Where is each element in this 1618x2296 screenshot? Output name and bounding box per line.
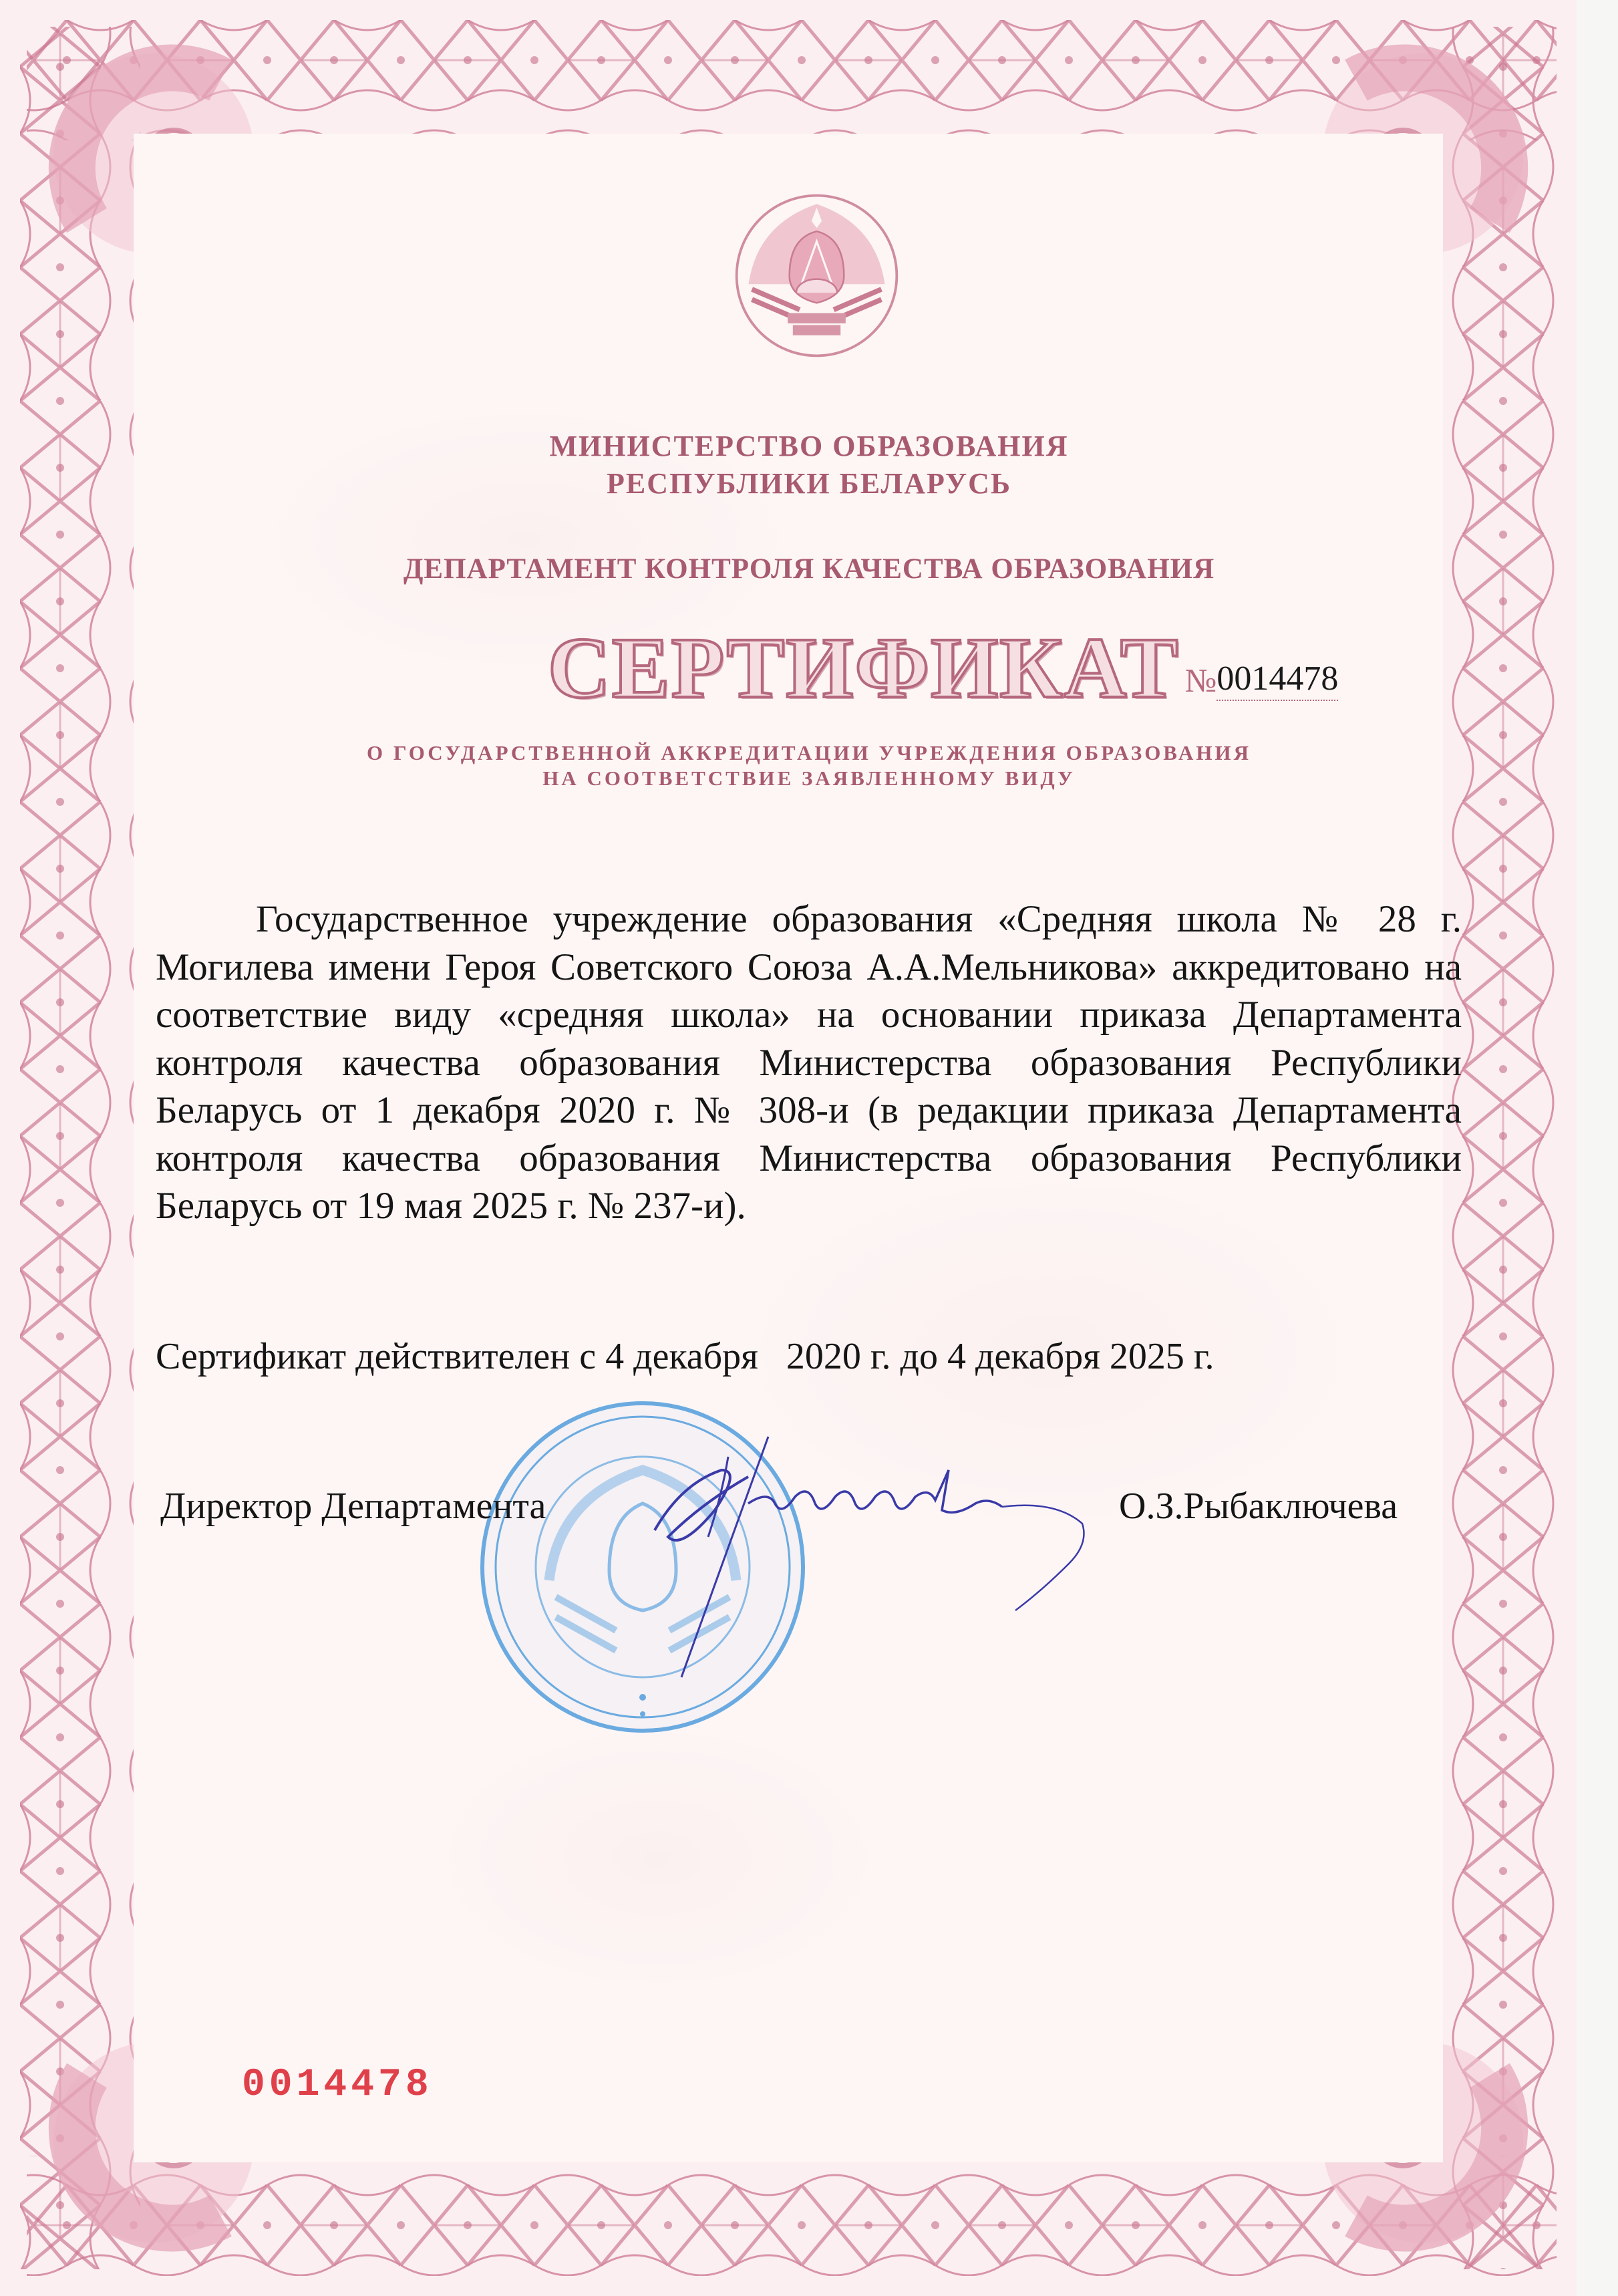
- certificate-title-row: [548, 618, 1339, 716]
- ministry-line-1: МИНИСТЕРСТВО ОБРАЗОВАНИЯ: [549, 430, 1069, 462]
- accreditation-paragraph: Государственное учреждение образования «Средняя школа № 28 г. Могилева имени Героя Советского Союза А.А.Мельникова» аккредитовано на соответствие виду «средняя школа» на основании приказа Департамента контроля качества образования Министерства образования Республики Беларусь от 1 декабря 2020 г. № 308-и (в редакции приказа Департамента контроля качества образования Министерства образования Республики Беларусь от 19 мая 2025 г. № 237-и).: [156, 898, 1462, 1227]
- certificate-number: 0014478: [1217, 659, 1338, 701]
- subtitle-line-2: НА СООТВЕТСТВИЕ ЗАЯВЛЕННОМУ ВИДУ: [542, 766, 1076, 790]
- serial-number: 0014478: [242, 2063, 433, 2107]
- number-sign: №: [1184, 662, 1217, 699]
- validity-period: Сертификат действителен с 4 декабря 2020 г. до 4 декабря 2025 г.: [156, 1336, 1215, 1377]
- belarus-emblem-icon: [732, 190, 902, 361]
- signatory-name: О.З.Рыбаключева: [1119, 1485, 1398, 1527]
- ministry-line-2: РЕСПУБЛИКИ БЕЛАРУСЬ: [606, 467, 1011, 500]
- signatory-position: Директор Департамента: [160, 1485, 546, 1527]
- handwritten-signature-icon: [641, 1430, 1162, 1697]
- ministry-heading: [0, 428, 1618, 503]
- department-heading: ДЕПАРТАМЕНТ КОНТРОЛЯ КАЧЕСТВА ОБРАЗОВАНИЯ: [403, 553, 1215, 585]
- certificate-title: СЕРТИФИКАТ: [548, 620, 1180, 716]
- certificate-subtitle: [0, 740, 1618, 791]
- subtitle-line-1: О ГОСУДАРСТВЕННОЙ АККРЕДИТАЦИИ УЧРЕЖДЕНИЯ ОБРАЗОВАНИЯ: [366, 741, 1252, 764]
